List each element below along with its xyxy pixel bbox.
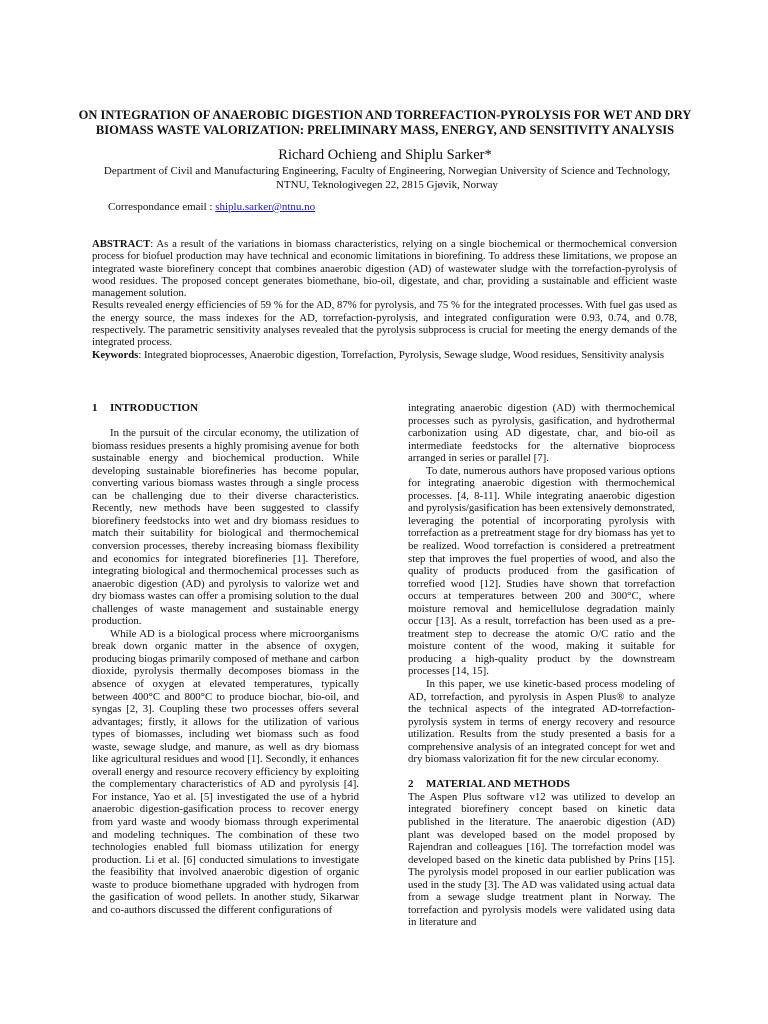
section-heading-introduction	[92, 402, 359, 415]
section-number: 1	[92, 402, 98, 414]
left-column	[92, 402, 359, 916]
paper-title: ON INTEGRATION OF ANAEROBIC DIGESTION AND TORREFACTION-PYROLYSIS FOR WET AND DRY BIOMASS WASTE VALORIZATION: PRELIMINARY MASS, ENERGY, AND SENSITIVITY ANALYSIS	[78, 108, 692, 137]
email-label: Correspondance email :	[108, 201, 213, 213]
abstract-text-1: : As a result of the variations in biomass characteristics, relying on a single biochemical or thermochemical conversion process for biofuel production may have technical and economic limitations in biorefining. To address these limitations, we propose an integrated waste biorefinery concept that combines anaerobic digestion (AD) of wastewater sludge with the torrefaction-pyrolysis of wood residues. The proposed concept generates biomethane, bio-oil, digestate, and char, providing a sustainable and efficient waste management solution.	[92, 238, 677, 300]
keywords	[92, 349, 677, 361]
keywords-text: : Integrated bioprocesses, Anaerobic digestion, Torrefaction, Pyrolysis, Sewage sludge, Wood residues, Sensitivity analysis	[138, 348, 665, 361]
intro-paragraph-2: While AD is a biological process where microorganisms break down organic matter in the absence of oxygen, producing biogas primarily composed of methane and carbon dioxide, pyrolysis thermally decomposes biomass in the absence of oxygen at elevated temperatures, typically between 400°C and 800°C to produce biochar, bio-oil, and syngas [2, 3]. Coupling these two processes offers several advantages; firstly, it allows for the utilization of various types of biomasses, including wet biomass such as food waste, sewage sludge, and manure, as well as dry biomass like agricultural residues and wood [1]. Secondly, it enhances overall energy and resource recovery efficiency by exploiting the complementary characteristics of AD and pyrolysis [4]. For instance, Yao et al. [5] investigated the use of a hybrid anaerobic digestion-gasification process to recover energy from yard waste and woody biomass through experimental and modeling techniques. The combination of these two technologies enabled full biomass utilization for energy production. Li et al. [6] conducted simulations to investigate the feasibility that involved anaerobic digestion of organic waste to produce biomethane upgraded with hydrogen from the gasification of wood pellets. In another study, Sikarwar and co-authors discussed the different configurations of	[92, 627, 359, 916]
section-title: INTRODUCTION	[110, 402, 199, 414]
abstract-para-1	[92, 238, 677, 299]
abstract-para-2: Results revealed energy efficiencies of 59 % for the AD, 87% for pyrolysis, and 75 % for the integrated processes. With fuel gas used as the energy source, the mass indexes for the AD, torrefaction-pyrolysis, and integrated configuration were 0.93, 0.74, and 0.78, respectively. The parametric sensitivity analyses revealed that the pyrolysis subprocess is crucial for meeting the energy demands of the integrated process.	[92, 299, 677, 349]
affiliation: Department of Civil and Manufacturing Engineering, Faculty of Engineering, Norwegian University of Science and Technology, NTNU, Teknologivegen 22, 2815 Gjøvik, Norway	[103, 165, 671, 191]
authors: Richard Ochieng and Shiplu Sarker*	[278, 147, 492, 163]
section-number: 2	[408, 778, 414, 791]
section-title: MATERIAL AND METHODS	[426, 778, 571, 791]
intro-paragraph-1: In the pursuit of the circular economy, the utilization of biomass residues presents a highly promising avenue for both sustainable energy and biochemical production. While developing sustainable biorefineries has become popular, converting various biomass wastes through a single process can be challenging due to their diverse characteristics. Recently, new methods have been suggested to classify biorefinery feedstocks into wet and dry biomass residues to match their suitability for biological and thermochemical conversion processes, thereby increasing biomass flexibility and economics for integrated biorefineries [1]. Therefore, integrating biological and thermochemical processes such as anaerobic digestion (AD) and pyrolysis to valorize wet and dry biomass wastes can offer a promising solution to the dual challenges of waste management and sustainable energy production.	[92, 427, 359, 628]
intro-paragraph-5: In this paper, we use kinetic-based process modeling of AD, torrefaction, and pyrolysis in Aspen Plus® to analyze the technical aspects of the integrated AD-torrefaction-pyrolysis system in terms of energy recovery and resource utilization. Results from the study presented a basis for a comprehensive analysis of an integrated concept for wet and dry biomass valorization fit for the new circular economy.	[408, 678, 675, 766]
right-column	[408, 402, 675, 929]
methods-paragraph-1: The Aspen Plus software v12 was utilized to develop an integrated biorefinery concept based on kinetic data published in the literature. The anaerobic digestion (AD) plant was developed based on the model proposed by Rajendran and colleagues [16]. The torrefaction model was developed based on the kinetic data published by Prins [15]. The pyrolysis model proposed in our earlier publication was used in the study [3]. The AD was validated using actual data from a sewage sludge treatment plant in Norway. The torrefaction and pyrolysis models were validated using data in literature and	[408, 790, 675, 929]
intro-paragraph-4: To date, numerous authors have proposed various options for integrating anaerobic digestion with thermochemical processes. [4, 8-11]. While integrating anaerobic digestion and pyrolysis/gasification has been extensively demonstrated, leveraging the potential of incorporating pyrolysis with torrefaction as a pretreatment stage for dry biomass has yet to be realized. Wood torrefaction is considered a pretreatment step that improves the fuel properties of wood, and also the quality of products produced from the gasification of torrefied wood [12]. Studies have shown that torrefaction occurs at temperatures between 200 and 300°C, where moisture removal and hemicellulose degradation mainly occur [13]. As a result, torrefaction has been used as a pre-treatment step to decrease the atomic O/C ratio and the moisture content of the wood, making it suitable for producing a high-quality product by the downstream processes [14, 15].	[408, 464, 675, 678]
section-heading-methods	[408, 778, 675, 791]
email-link[interactable]: shiplu.sarker@ntnu.no	[215, 201, 316, 213]
abstract-heading: ABSTRACT	[92, 238, 151, 250]
keywords-label: Keywords	[92, 348, 139, 361]
abstract	[92, 238, 677, 361]
correspondence-email	[108, 200, 315, 214]
intro-paragraph-3: integrating anaerobic digestion (AD) with thermochemical processes such as pyrolysis, gasification, and hydrothermal carbonization using AD digestate, char, and bio-oil as intermediate feedstocks for the alternative bioprocess arranged in series or parallel [7].	[408, 402, 675, 465]
